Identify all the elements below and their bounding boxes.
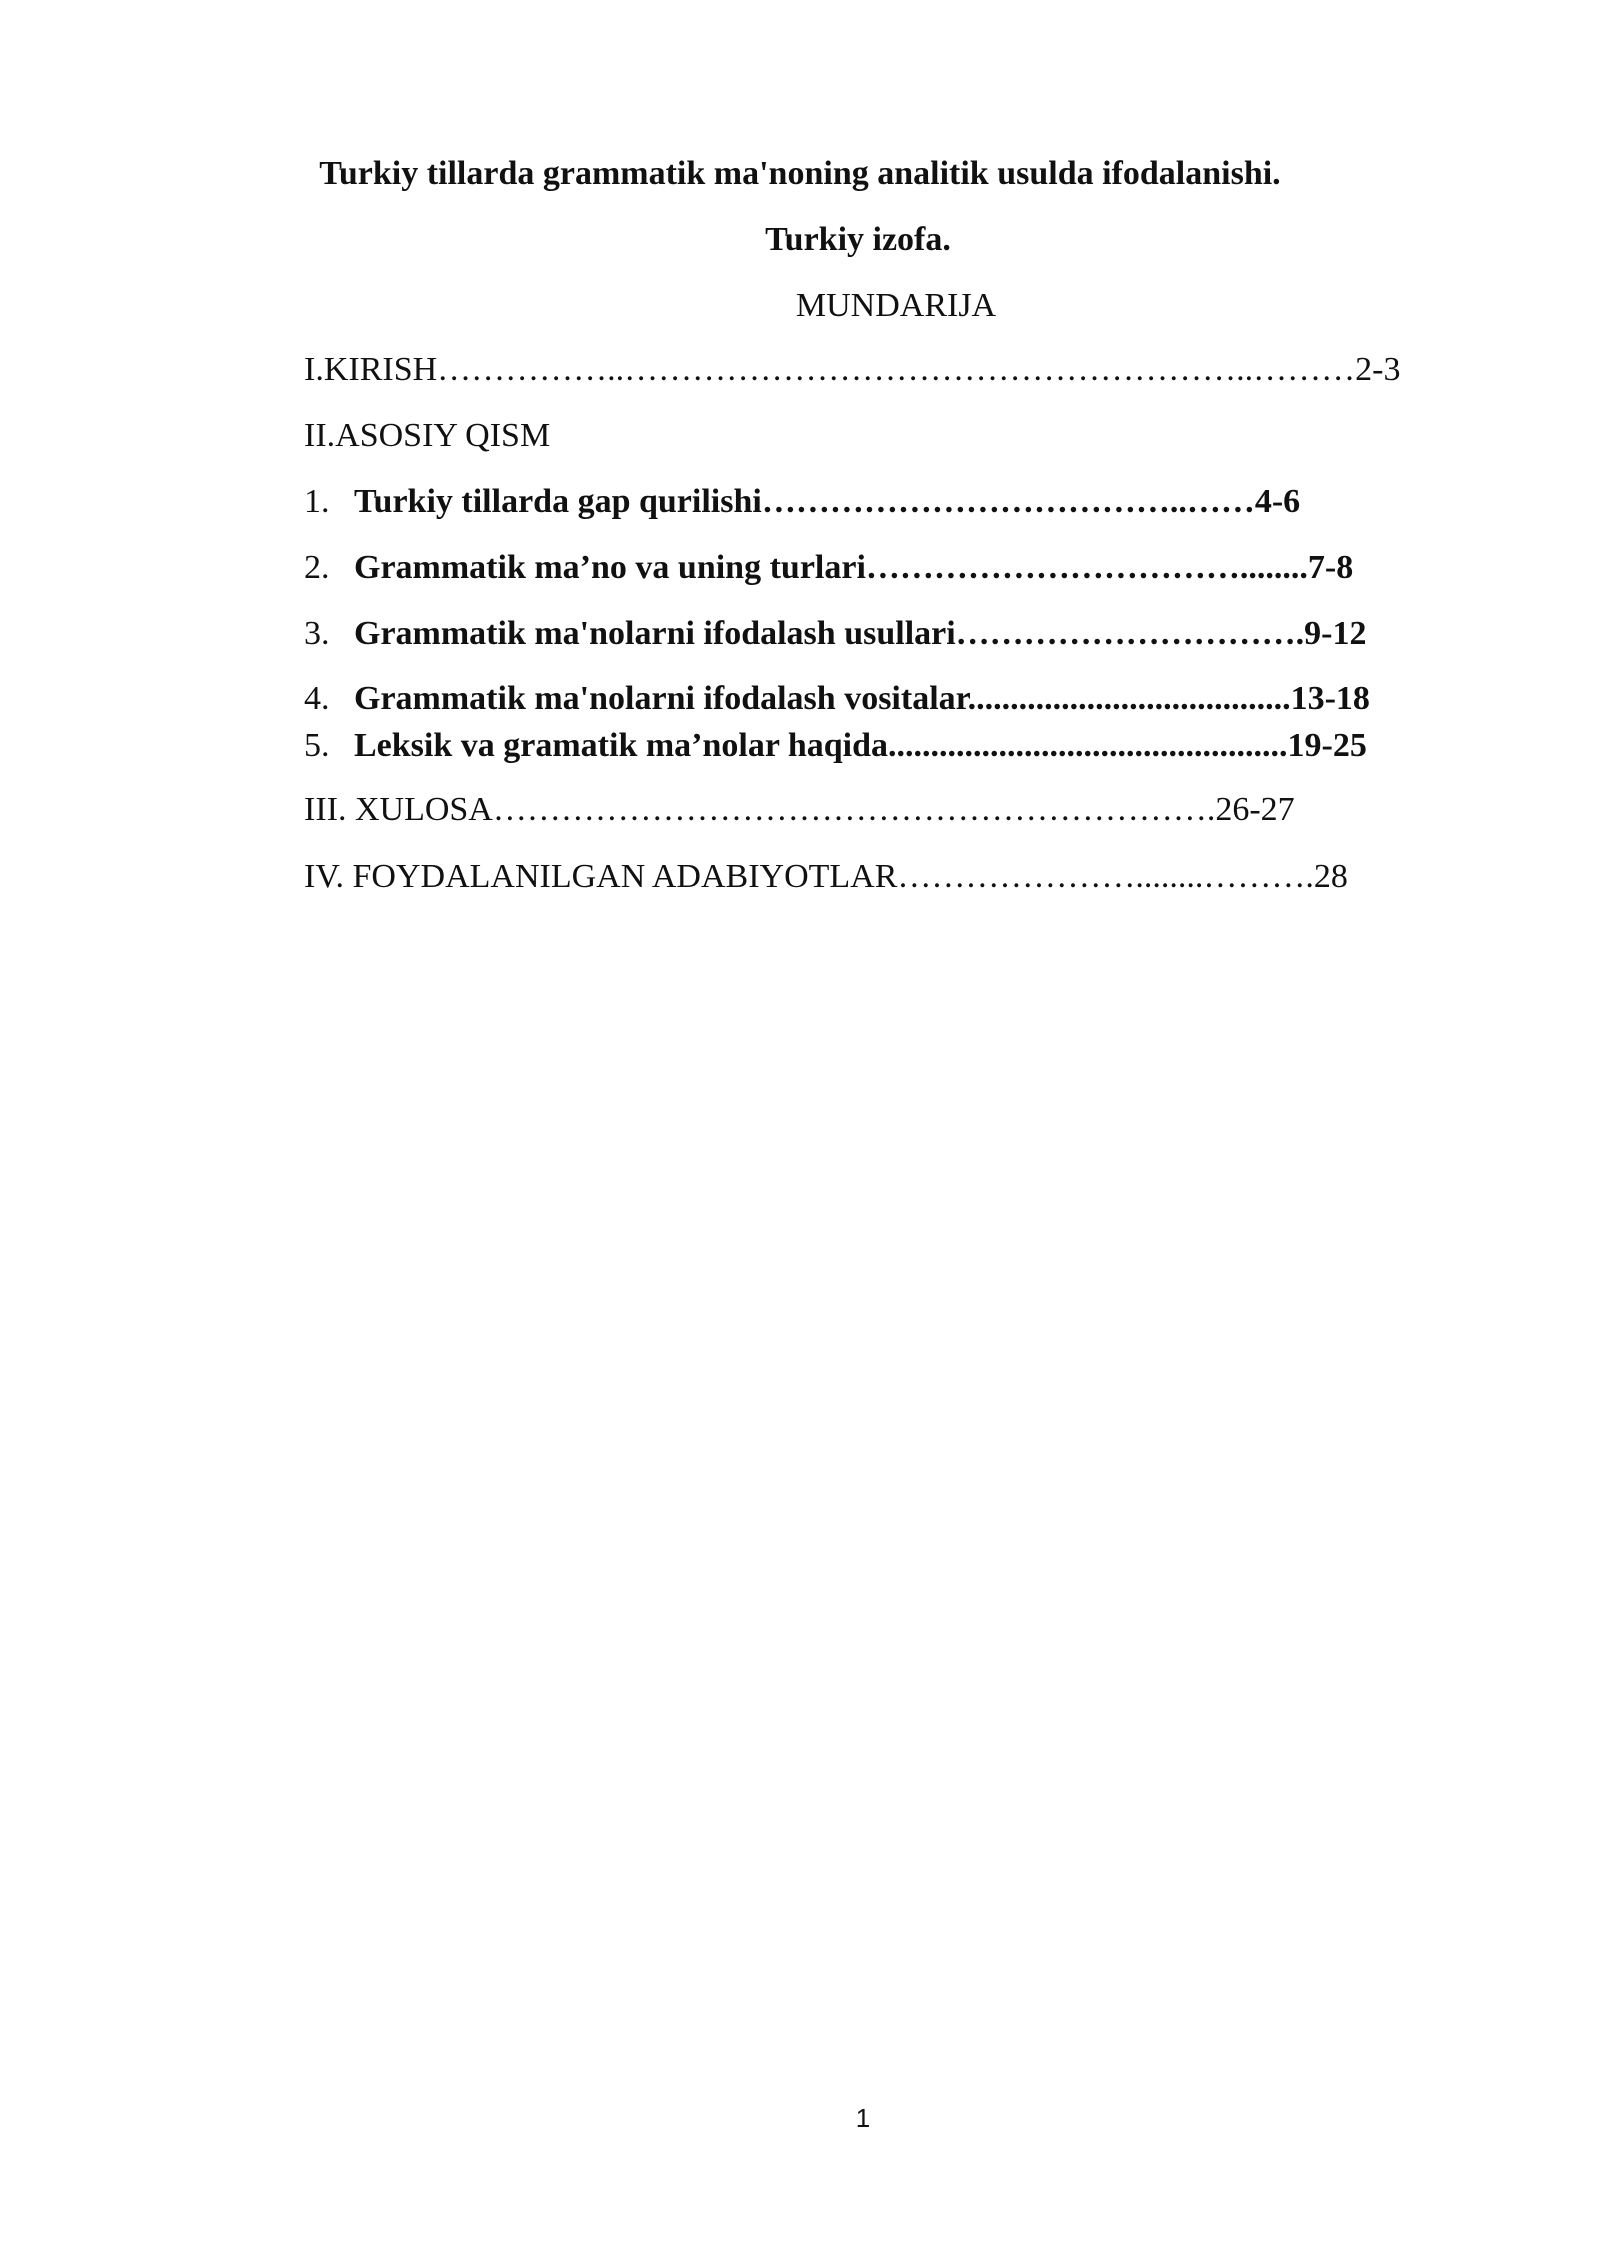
- toc-entry-number: 2.: [304, 549, 330, 586]
- toc-entry-number: 3.: [304, 615, 330, 652]
- document-subtitle: Turkiy izofa.: [765, 221, 951, 258]
- document-title: Turkiy tillarda grammatik ma'noning analitik usulda ifodalanishi.: [319, 155, 1281, 192]
- toc-entry-1: [304, 482, 1300, 522]
- toc-entry-conclusion: III. XULOSA……………………………………………………….26-27: [304, 791, 1295, 828]
- toc-entry-text: Leksik va gramatik ma’nolar haqida...............................................19-25: [354, 727, 1367, 764]
- toc-heading: MUNDARIJA: [795, 287, 997, 324]
- toc-entry-2: [304, 548, 1353, 588]
- toc-entry-5: [304, 726, 1367, 766]
- toc-entry-number: 4.: [304, 680, 330, 717]
- toc-entry-number: 5.: [304, 727, 330, 764]
- toc-entry-text: Grammatik ma'nolarni ifodalash usullari………………………….9-12: [354, 615, 1367, 652]
- toc-entry-text: Grammatik ma'nolarni ifodalash vositalar......................................13-18: [354, 680, 1370, 717]
- toc-entry-number: 1.: [304, 483, 330, 520]
- toc-entry-3: [304, 614, 1367, 654]
- page-number: 1: [855, 2103, 871, 2133]
- toc-entry-intro: I.KIRISH……………..………………………………………………..………2-3: [304, 351, 1401, 388]
- toc-entry-text: Turkiy tillarda gap qurilishi………………………………..……4-6: [354, 483, 1301, 520]
- toc-entry-main-part: II.ASOSIY QISM: [304, 417, 551, 454]
- toc-entry-text: Grammatik ma’no va uning turlari……………………………........7-8: [354, 549, 1354, 586]
- toc-entry-4: [304, 679, 1370, 719]
- toc-entry-references: IV. FOYDALANILGAN ADABIYOTLAR…………………........……….28: [304, 858, 1348, 895]
